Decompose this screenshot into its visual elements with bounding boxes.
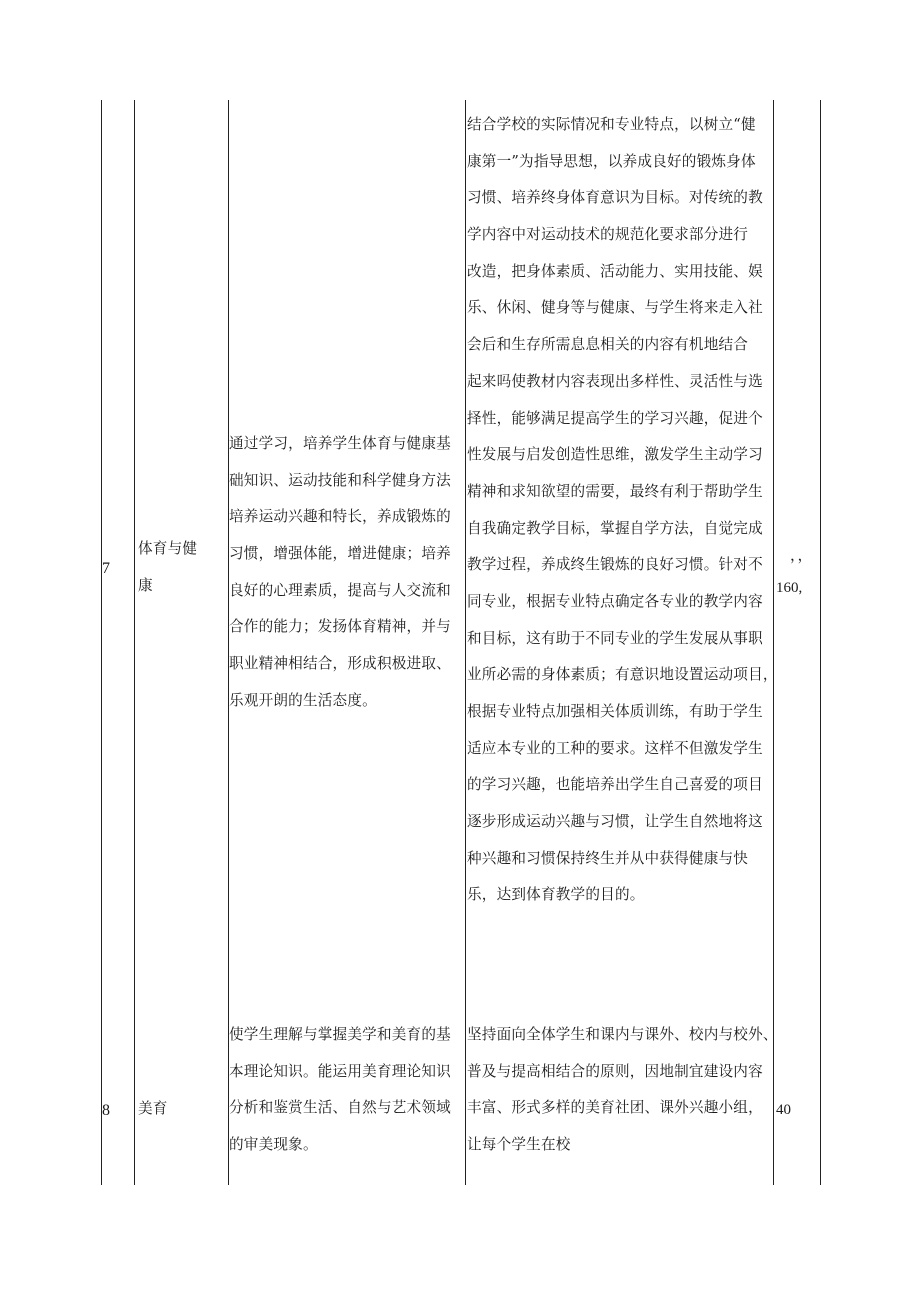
table-border-left	[101, 100, 102, 1185]
course-name: 体育与健 康	[138, 540, 198, 594]
table-border-right	[820, 100, 821, 1185]
course-name: 美育	[138, 1100, 168, 1117]
course-objective: 使学生理解与掌握美学和美育的基 本理论知识。能运用美育理论知识 分析和鉴赏生活、自然与艺术领域 的审美现象。	[229, 1026, 451, 1154]
table-column-divider	[134, 100, 135, 1185]
course-content: 坚持面向全体学生和课内与课外、校内与校外、 普及与提高相结合的原则，因地制宜建设内容 丰富、形式多样的美育社团、课外兴趣小组， 让每个学生在校	[467, 1026, 778, 1154]
row-index: 8	[102, 1102, 110, 1119]
course-hours: ，， 160,	[776, 548, 813, 596]
table-column-divider	[465, 100, 466, 1185]
row-index: 7	[102, 560, 110, 577]
course-content: 结合学校的实际情况和专业特点，以树立“健 康第一”为指导思想，以养成良好的锻炼身体 习惯、培养终身体育意识为目标。对传统的教 学内容中对运动技术的规范化要求部分进行 改造，把身体素质、活动能力、实用技能、娱 乐、休闲、健身等与健康、与学生将来走入社 会后和生存所需息息相关的内容有机地结合 起来吗使教材内容表现出多样性、灵活性与选 择性，能够满足提高学生的学习兴趣，促进个 性发展与启发创造性思维，激发学生主动学习 精神和求知欲望的需要，最终有利于帮助学生 自我确定教学目标，掌握自学方法，自觉完成 教学过程，养成终生锻炼的良好习惯。针对不 同专业，根据专业特点确定各专业的教学内容 和目标，这有助于不同专业的学生发展从事职 业所必需的身体素质；有意识地设置运动项目， 根据专业特点加强相关体质训练，有助于学生 适应本专业的工种的要求。这样不但激发学生 的学习兴趣，也能培养出学生自己喜爱的项目 逐步形成运动兴趣与习惯，让学生自然地将这 种兴趣和习惯保持终生并从中获得健康与快 乐，达到体育教学的目的。	[467, 116, 778, 904]
course-objective: 通过学习，培养学生体育与健康基 础知识、运动技能和科学健身方法 培养运动兴趣和特长，养成锻炼的 习惯，增强体能，增进健康；培养 良好的心理素质，提高与人交流和 合作的能力；发扬体育精神，并与 职业精神相结合，形成积极进取、 乐观开朗的生活态度。	[229, 435, 451, 709]
course-hours: 40	[776, 1102, 791, 1118]
